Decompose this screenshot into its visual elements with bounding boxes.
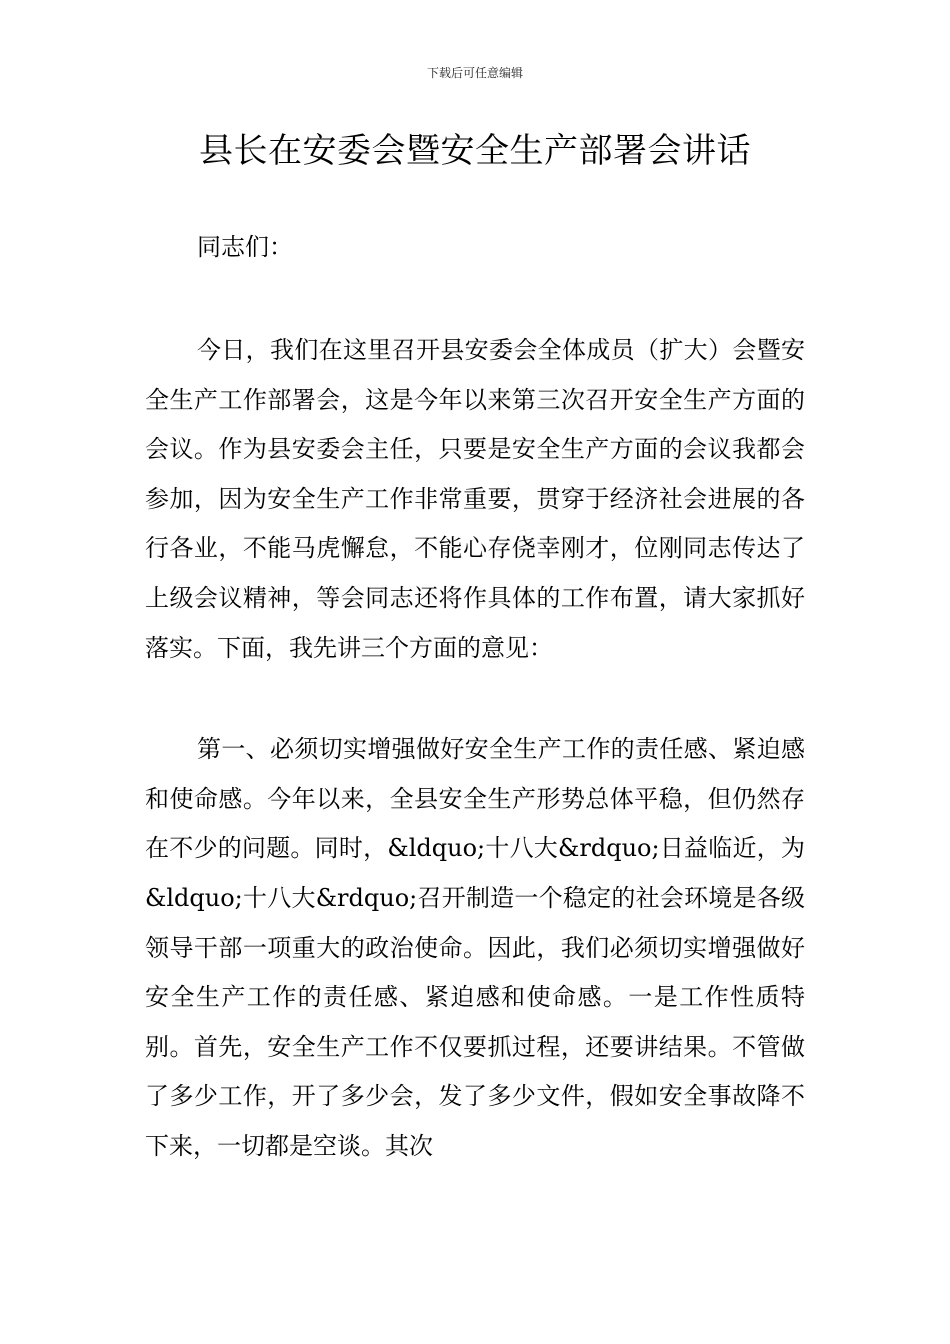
salutation: 同志们： bbox=[197, 233, 293, 261]
document-body bbox=[145, 222, 805, 1172]
header-note: 下载后可任意编辑 bbox=[426, 66, 523, 80]
paragraph: 第一、必须切实增强做好安全生产工作的责任感、紧迫感和使命感。今年以来，全县安全生产形势总体平稳，但仍然存在不少的问题。同时，&ldquo;十八大&rdquo;日益临近，为&ldquo;十八大&rdquo;召开制造一个稳定的社会环境是各级领导干部一项重大的政治使命。因此，我们必须切实增强做好安全生产工作的责任感、紧迫感和使命感。一是工作性质特别。首先，安全生产工作不仅要抓过程，还要讲结果。不管做了多少工作，开了多少会，发了多少文件，假如安全事故降不下来，一切都是空谈。其次 bbox=[145, 735, 805, 1160]
document-title: 县长在安委会暨安全生产部署会讲话 bbox=[199, 131, 751, 171]
paragraph: 今日，我们在这里召开县安委会全体成员（扩大）会暨安全生产工作部署会，这是今年以来第三次召开安全生产方面的会议。作为县安委会主任，只要是安全生产方面的会议我都会参加，因为安全生产工作非常重要，贯穿于经济社会进展的各行各业，不能马虎懈怠，不能心存侥幸刚才，位刚同志传达了上级会议精神，等会同志还将作具体的工作布置，请大家抓好落实。下面，我先讲三个方面的意见： bbox=[145, 336, 805, 662]
